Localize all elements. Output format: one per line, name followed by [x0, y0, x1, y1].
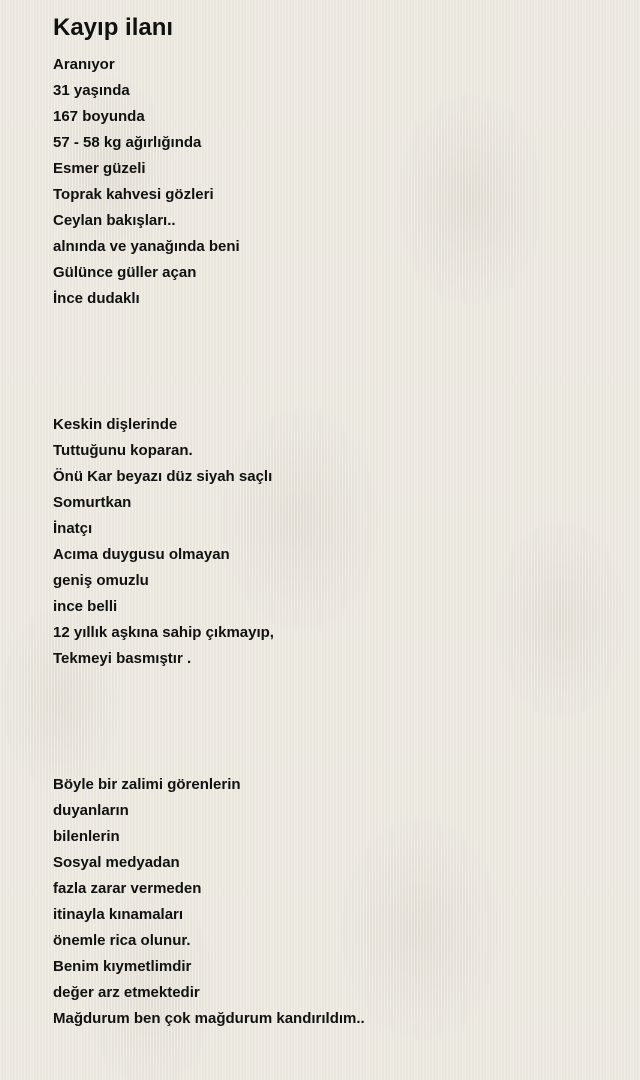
poem-line: 167 boyunda	[53, 108, 145, 125]
poem-line: Gülünce güller açan	[53, 264, 197, 281]
poem-line: geniş omuzlu	[53, 572, 149, 589]
poem-line: 31 yaşında	[53, 82, 130, 99]
poem-line: 57 - 58 kg ağırlığında	[53, 134, 202, 151]
poem-line: Böyle bir zalimi görenlerin	[53, 776, 241, 793]
poem-line: Esmer güzeli	[53, 160, 146, 177]
poem-line: Tuttuğunu koparan.	[53, 442, 193, 459]
stanza-3	[53, 772, 613, 1032]
poem-title: Kayıp ilanı	[53, 14, 174, 41]
poem-line: Önü Kar beyazı düz siyah saçlı	[53, 468, 273, 485]
poem-line: ince belli	[53, 598, 118, 615]
poem-line: önemle rica olunur.	[53, 932, 191, 949]
poem-line: Acıma duygusu olmayan	[53, 546, 230, 563]
poem-line: Sosyal medyadan	[53, 854, 180, 871]
poem-line: Tekmeyi basmıştır .	[53, 650, 192, 667]
poem-line: bilenlerin	[53, 828, 120, 845]
poem-line: değer arz etmektedir	[53, 984, 200, 1001]
stanza-1	[53, 52, 613, 312]
poem-line: Keskin dişlerinde	[53, 416, 178, 433]
poem-line: İnatçı	[53, 520, 93, 537]
stanza-spacer	[53, 312, 613, 412]
poem-line: Toprak kahvesi gözleri	[53, 186, 214, 203]
poem-line: Benim kıymetlimdir	[53, 958, 192, 975]
poem-line: Somurtkan	[53, 494, 132, 511]
poem-line: Mağdurum ben çok mağdurum kandırıldım..	[53, 1010, 365, 1027]
poem-line: alnında ve yanağında beni	[53, 238, 240, 255]
poem-line: Ceylan bakışları..	[53, 212, 176, 229]
poem-line: 12 yıllık aşkına sahip çıkmayıp,	[53, 624, 274, 641]
poem-line: duyanların	[53, 802, 129, 819]
stanza-spacer	[53, 672, 613, 772]
poem-line: fazla zarar vermeden	[53, 880, 202, 897]
poem-container	[53, 12, 613, 1032]
poem-line: Aranıyor	[53, 56, 115, 73]
poem-line: İnce dudaklı	[53, 290, 140, 307]
poem-line: itinayla kınamaları	[53, 906, 184, 923]
stanza-2	[53, 412, 613, 672]
